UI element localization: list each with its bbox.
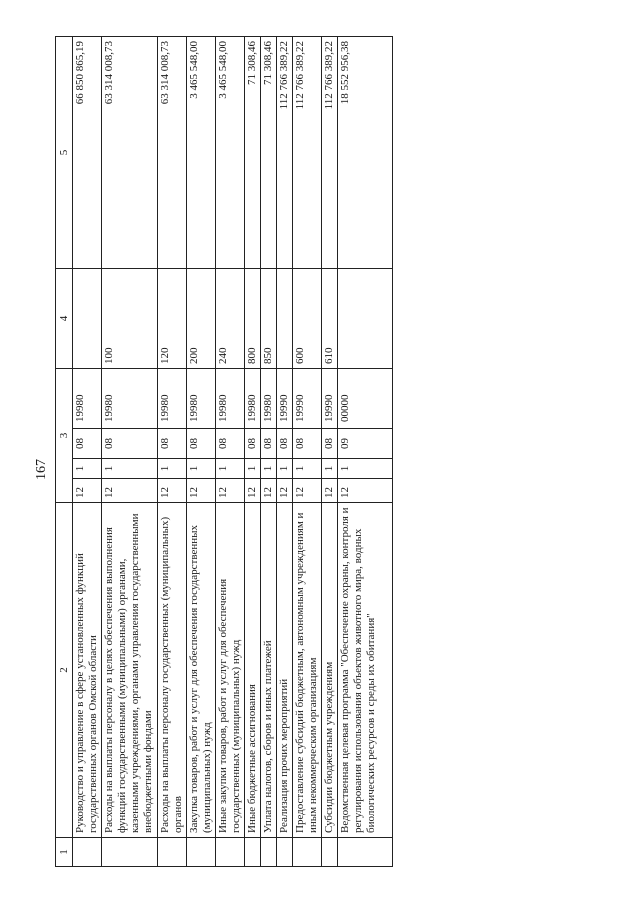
table-row	[158, 37, 187, 867]
row-code-part4: 19990	[293, 369, 322, 429]
row-code-part1: 12	[293, 479, 322, 503]
row-index-cell	[187, 838, 216, 867]
row-code-part2: 1	[187, 459, 216, 479]
table-row	[187, 37, 216, 867]
row-name-cell: Реализация прочих мероприятий	[277, 503, 293, 838]
row-name-cell: Ведомственная целевая программа "Обеспечение охраны, контроля и регулирования использования объектов животного мира, водных биологических ресурсов и среды их обитания"	[338, 503, 393, 838]
row-kvr-cell	[277, 269, 293, 369]
row-code-part1: 12	[338, 479, 393, 503]
row-code-part1: 12	[216, 479, 245, 503]
row-code-part3: 08	[187, 429, 216, 459]
row-amount-cell: 71 308,46	[261, 37, 277, 269]
row-code-part1: 12	[245, 479, 261, 503]
row-code-part2: 1	[245, 459, 261, 479]
row-index-cell	[102, 838, 158, 867]
row-code-part1: 12	[322, 479, 338, 503]
row-amount-cell: 66 850 865,19	[73, 37, 102, 269]
page-number: 167	[34, 459, 49, 480]
row-amount-cell: 112 766 389,22	[277, 37, 293, 269]
row-code-part2: 1	[216, 459, 245, 479]
table-row	[102, 37, 158, 867]
row-kvr-cell: 200	[187, 269, 216, 369]
row-index-cell	[73, 838, 102, 867]
row-code-part1: 12	[261, 479, 277, 503]
row-code-part2: 1	[158, 459, 187, 479]
row-kvr-cell: 850	[261, 269, 277, 369]
row-code-part2: 1	[277, 459, 293, 479]
row-code-part4: 19980	[73, 369, 102, 429]
row-name-cell: Закупка товаров, работ и услуг для обеспечения государственных (муниципальных) нужд	[187, 503, 216, 838]
row-code-part1: 12	[187, 479, 216, 503]
row-code-part2: 1	[338, 459, 393, 479]
row-kvr-cell: 120	[158, 269, 187, 369]
row-amount-cell: 63 314 008,73	[158, 37, 187, 269]
row-code-part4: 19980	[102, 369, 158, 429]
table-row	[216, 37, 245, 867]
row-kvr-cell: 240	[216, 269, 245, 369]
row-kvr-cell: 600	[293, 269, 322, 369]
row-amount-cell: 3 465 548,00	[187, 37, 216, 269]
budget-table	[55, 36, 393, 867]
row-kvr-cell: 610	[322, 269, 338, 369]
row-name-cell: Расходы на выплаты персоналу государственных (муниципальных) органов	[158, 503, 187, 838]
row-code-part3: 08	[216, 429, 245, 459]
header-col-2: 2	[56, 503, 73, 838]
row-code-part3: 08	[322, 429, 338, 459]
row-index-cell	[338, 838, 393, 867]
row-amount-cell: 112 766 389,22	[293, 37, 322, 269]
row-index-cell	[158, 838, 187, 867]
row-name-cell: Субсидии бюджетным учреждениям	[322, 503, 338, 838]
row-code-part2: 1	[261, 459, 277, 479]
row-name-cell: Предоставление субсидий бюджетным, автономным учреждениям и иным некоммерческим организациям	[293, 503, 322, 838]
row-kvr-cell: 100	[102, 269, 158, 369]
table-row	[73, 37, 102, 867]
row-code-part3: 08	[245, 429, 261, 459]
table-row	[293, 37, 322, 867]
table-header-row	[56, 37, 73, 867]
row-code-part3: 08	[261, 429, 277, 459]
header-col-1: 1	[56, 838, 73, 867]
row-code-part4: 19980	[245, 369, 261, 429]
row-code-part1: 12	[158, 479, 187, 503]
row-code-part2: 1	[102, 459, 158, 479]
row-kvr-cell	[338, 269, 393, 369]
row-code-part2: 1	[293, 459, 322, 479]
row-code-part1: 12	[277, 479, 293, 503]
row-code-part2: 1	[73, 459, 102, 479]
row-code-part4: 19980	[187, 369, 216, 429]
row-name-cell: Иные бюджетные ассигнования	[245, 503, 261, 838]
table-row	[261, 37, 277, 867]
row-amount-cell: 112 766 389,22	[322, 37, 338, 269]
table-row	[277, 37, 293, 867]
row-code-part4: 19980	[216, 369, 245, 429]
row-code-part1: 12	[102, 479, 158, 503]
header-col-5: 5	[56, 37, 73, 269]
row-name-cell: Руководство и управление в сфере установленных функций государственных органов Омской области	[73, 503, 102, 838]
table-row	[338, 37, 393, 867]
row-code-part3: 08	[73, 429, 102, 459]
row-code-part3: 08	[158, 429, 187, 459]
row-amount-cell: 71 308,46	[245, 37, 261, 269]
row-code-part3: 08	[277, 429, 293, 459]
row-index-cell	[322, 838, 338, 867]
row-amount-cell: 18 552 956,38	[338, 37, 393, 269]
row-name-cell: Иные закупки товаров, работ и услуг для обеспечения государственных (муниципальных) нужд	[216, 503, 245, 838]
row-code-part3: 09	[338, 429, 393, 459]
row-code-part3: 08	[293, 429, 322, 459]
row-index-cell	[293, 838, 322, 867]
row-index-cell	[216, 838, 245, 867]
row-name-cell: Уплата налогов, сборов и иных платежей	[261, 503, 277, 838]
row-index-cell	[245, 838, 261, 867]
row-code-part4: 19990	[277, 369, 293, 429]
row-kvr-cell	[73, 269, 102, 369]
row-code-part2: 1	[322, 459, 338, 479]
row-kvr-cell: 800	[245, 269, 261, 369]
row-name-cell: Расходы на выплаты персоналу в целях обеспечения выполнения функций государственными (муниципальными) органами, казенными учреждениями, органами управления государственными внебюджетными фондами	[102, 503, 158, 838]
row-code-part3: 08	[102, 429, 158, 459]
row-amount-cell: 63 314 008,73	[102, 37, 158, 269]
row-index-cell	[277, 838, 293, 867]
table-row	[322, 37, 338, 867]
row-code-part4: 19980	[261, 369, 277, 429]
row-code-part4: 19990	[322, 369, 338, 429]
table-row	[245, 37, 261, 867]
row-code-part1: 12	[73, 479, 102, 503]
row-index-cell	[261, 838, 277, 867]
row-code-part4: 19980	[158, 369, 187, 429]
header-col-3: 3	[56, 369, 73, 503]
header-col-4: 4	[56, 269, 73, 369]
row-amount-cell: 3 465 548,00	[216, 37, 245, 269]
row-code-part4: 00000	[338, 369, 393, 429]
